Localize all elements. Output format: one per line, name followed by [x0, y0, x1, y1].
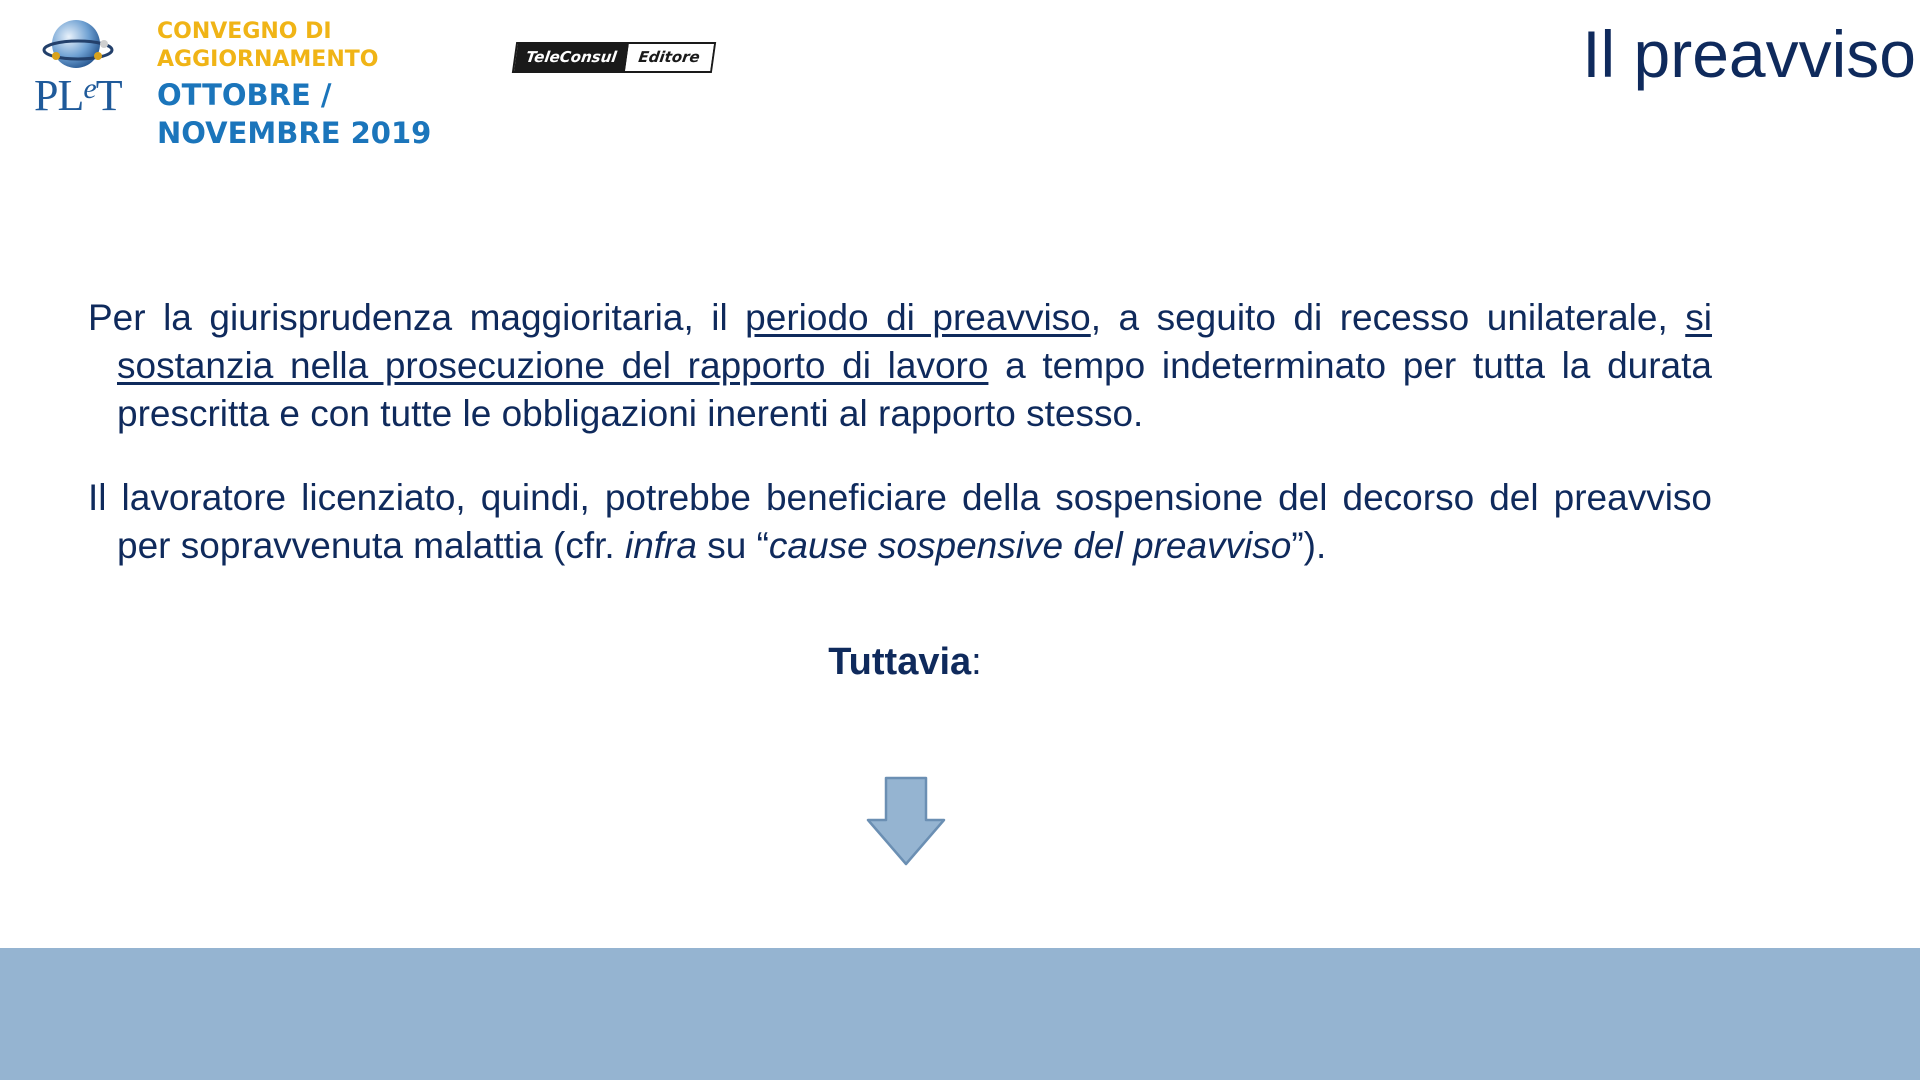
- tuttavia-colon: :: [971, 641, 982, 683]
- publisher-name: TeleConsul: [514, 44, 628, 71]
- text-span: a tempo indeterminato per tutta la durata prescritta e con tutte le obbligazioni inerenti al rapporto stesso.: [117, 345, 1712, 434]
- publisher-suffix: Editore: [625, 44, 714, 71]
- italic-text: infra: [624, 525, 697, 566]
- tuttavia-bold: Tuttavia: [828, 641, 972, 683]
- tuttavia-heading: [0, 641, 1810, 684]
- slide-header: [0, 0, 1920, 160]
- plet-logo: [34, 18, 126, 123]
- text-span: ”).: [1291, 525, 1327, 566]
- text-span: Il lavoratore licenziato, quindi, potrebbe beneficiare della sospensione del decorso del preavviso per sopravvenuta malattia (cfr.: [88, 477, 1712, 566]
- paragraph-1: [88, 294, 1712, 438]
- text-span: su “: [696, 525, 769, 566]
- text-span: Per la giurisprudenza maggioritaria, il: [88, 297, 746, 338]
- down-arrow-icon: [866, 776, 946, 866]
- italic-text: cause sospensive del preavviso: [768, 525, 1292, 566]
- text-span: , a seguito di recesso unilaterale,: [1090, 297, 1686, 338]
- globe-logo-icon: [42, 18, 114, 74]
- slide-body: [88, 294, 1712, 606]
- footer-band: [0, 948, 1920, 1080]
- publisher-logo: [512, 42, 716, 73]
- slide-title: Il preavviso: [1582, 17, 1916, 91]
- logo-text: $PL^eT$: [34, 71, 122, 120]
- paragraph-2: [88, 474, 1712, 570]
- underlined-text: si sostanzia nella prosecuzione del rapporto di lavoro: [117, 297, 1712, 386]
- event-dates: OTTOBRE / NOVEMBRE 2019: [157, 78, 432, 150]
- convegno-label: CONVEGNO DI AGGIORNAMENTO: [157, 19, 379, 72]
- underlined-text: periodo di preavviso: [745, 297, 1091, 338]
